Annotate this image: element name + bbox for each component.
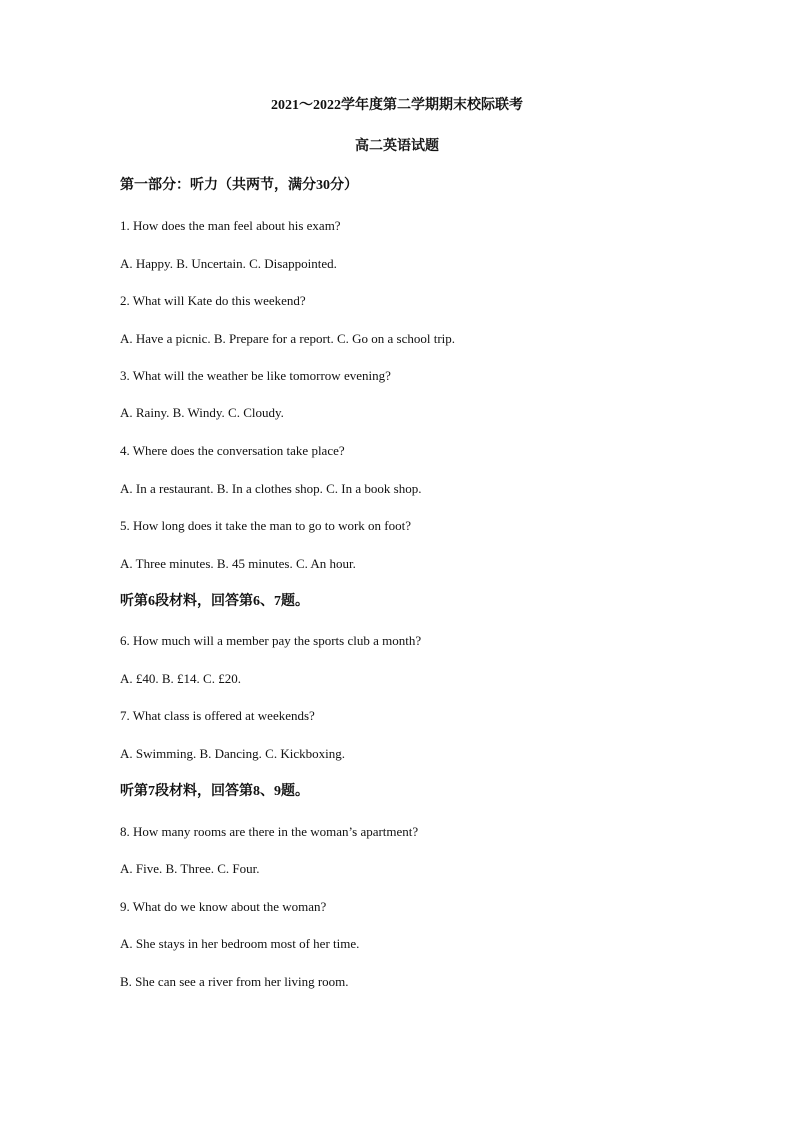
question-2-options: A. Have a picnic. B. Prepare for a report. C. Go on a school trip. [120, 331, 456, 346]
group-7-heading: 听第7段材料，回答第8、9题。 [120, 784, 309, 799]
question-1: 1. How does the man feel about his exam? [120, 218, 341, 233]
question-3-options: A. Rainy. B. Windy. C. Cloudy. [120, 405, 284, 420]
question-4-options: A. In a restaurant. B. In a clothes shop. C. In a book shop. [120, 481, 422, 496]
exam-subtitle: 高二英语试题 [355, 139, 439, 154]
group-6-heading: 听第6段材料，回答第6、7题。 [120, 594, 309, 609]
question-9: 9. What do we know about the woman? [120, 899, 327, 914]
question-4: 4. Where does the conversation take place? [120, 443, 345, 458]
exam-title: 2021～2022学年度第二学期期末校际联考 [271, 98, 523, 113]
question-7: 7. What class is offered at weekends? [120, 708, 315, 723]
question-7-options: A. Swimming. B. Dancing. C. Kickboxing. [120, 746, 345, 761]
question-8: 8. How many rooms are there in the woman’s apartment? [120, 824, 419, 839]
question-9-option-b: B. She can see a river from her living room. [120, 974, 349, 989]
question-5: 5. How long does it take the man to go to work on foot? [120, 518, 412, 533]
question-6: 6. How much will a member pay the sports club a month? [120, 633, 422, 648]
question-6-options: A. £40. B. £14. C. £20. [120, 671, 241, 686]
question-1-options: A. Happy. B. Uncertain. C. Disappointed. [120, 256, 337, 271]
question-5-options: A. Three minutes. B. 45 minutes. C. An hour. [120, 556, 356, 571]
question-3: 3. What will the weather be like tomorrow evening? [120, 368, 391, 383]
question-2: 2. What will Kate do this weekend? [120, 293, 306, 308]
question-8-options: A. Five. B. Three. C. Four. [120, 861, 260, 876]
question-9-option-a: A. She stays in her bedroom most of her time. [120, 936, 360, 951]
section-heading: 第一部分：听力（共两节，满分30分） [120, 178, 358, 193]
